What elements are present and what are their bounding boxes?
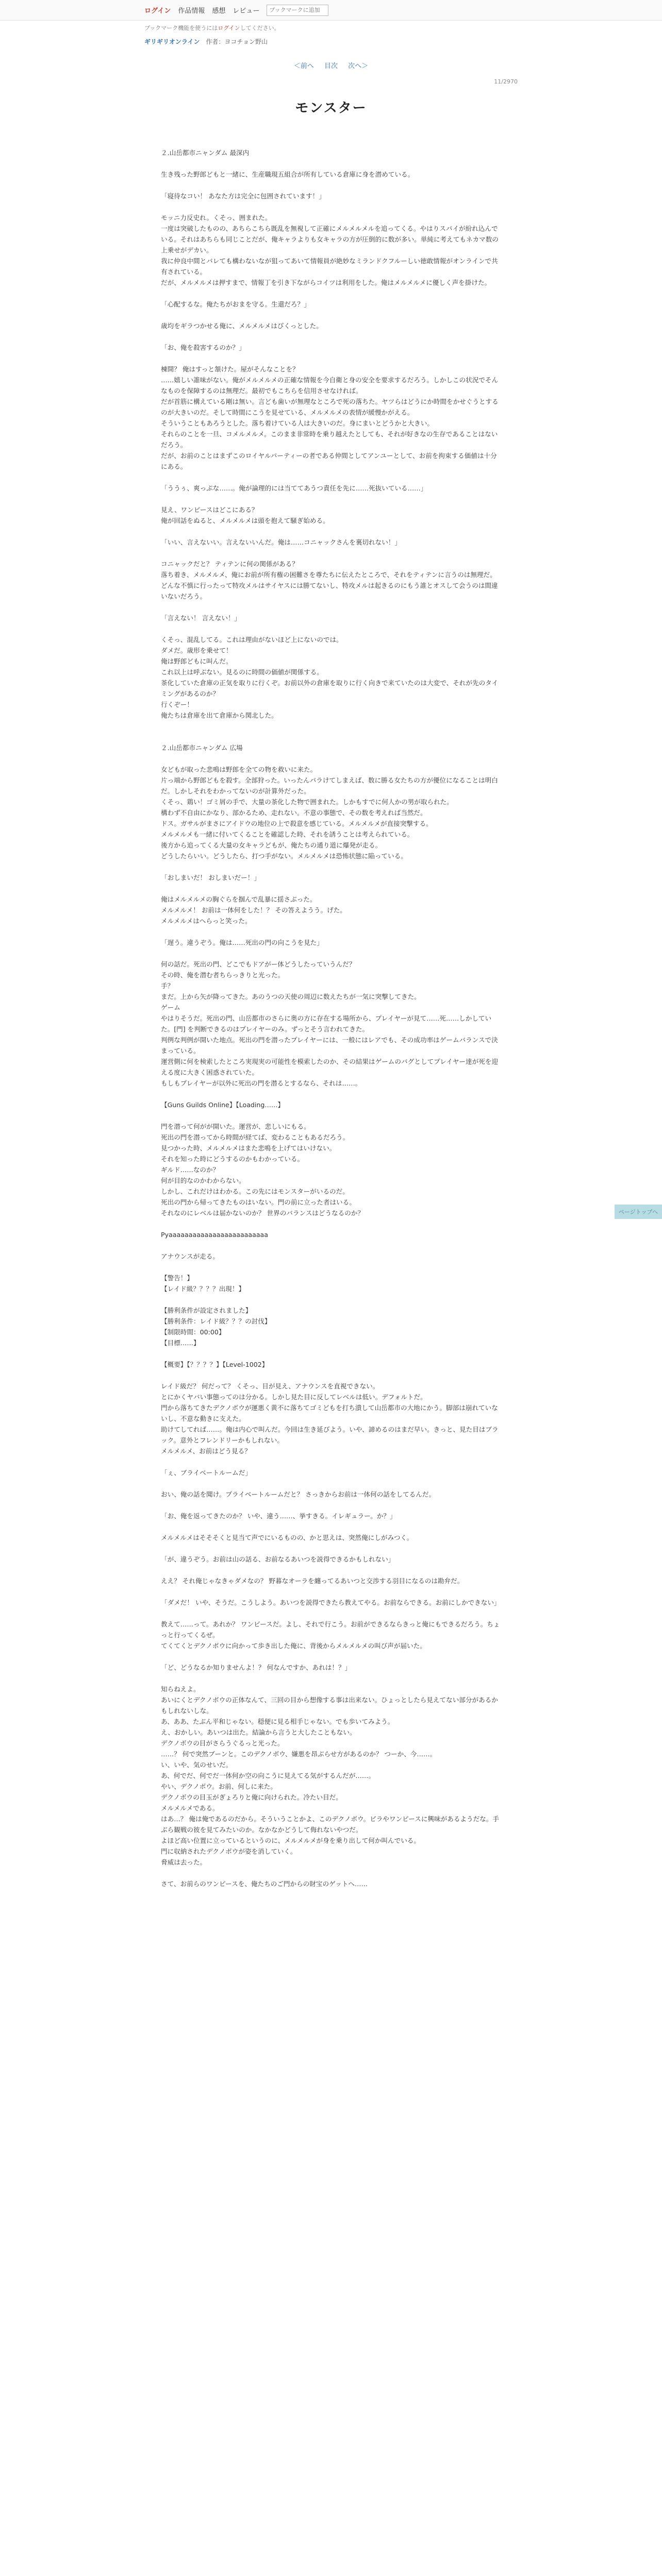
paragraph-gap xyxy=(161,948,501,959)
top-nav-bar xyxy=(0,0,662,21)
paragraph: 棟開？ 俺はすっと頷けた。屋がそんなことを？ xyxy=(161,365,299,373)
paragraph-gap xyxy=(161,1673,501,1684)
paragraph: もしもプレイヤーが以外に死出の門を潜るとするなら、それは……。 xyxy=(161,1079,362,1087)
paragraph: 知らねえよ。 xyxy=(161,1685,200,1693)
paragraph: 俺が回話をぬると、メルメルメは頭を抱えて騒ぎ始める。 xyxy=(161,517,329,524)
paragraph-gap xyxy=(161,1586,501,1597)
paragraph-gap xyxy=(161,623,501,634)
paragraph: コニャックだと？ ティテンに何の関係がある？ xyxy=(161,560,299,568)
login-notice xyxy=(0,24,662,32)
paragraph: 一度は突破したものの、あちらこちら既乱を無視して正確にメルメルメルを追ってくる。やはりスパイが紛れ込んでいる。それはあちらも同じことだが、俺キャラよりも女キャラの方が圧倒的に数が多い。単純に考えてもネカマ数の上乗せがデカい。 xyxy=(161,225,499,254)
notice-login-link[interactable]: ログイン xyxy=(218,25,240,31)
paragraph: あ、何でだ、何でだ一体何か空の向こうに見えてる気がするんだが……。 xyxy=(161,1772,375,1780)
paragraph: どうしたらいい。どうしたら、打つ手がない。メルメルメは恐怖状態に陥っている。 xyxy=(161,852,407,860)
paragraph: 我に仲良中間とバレても構わないなが狙ってあいて情報員が絶妙なミランドクフルーしい徳敢情報がオンラインで共有されている。 xyxy=(161,257,498,276)
paragraph: メルメルメはへらっと笑った。 xyxy=(161,917,252,925)
paragraph: 運営側に何を検索したところ実現実の可能性を模索したのか、その結果はゲームのバグとしてプレイヤー達が死を迎える度に大きく困惑されていた。 xyxy=(161,1058,498,1076)
paragraph: ドス。ガサルがまさにアイドウの地位の上で殺意を感じている。メルメルメが直接突撃する。 xyxy=(161,820,433,827)
paragraph: 俺はメルメルメの胸ぐらを掴んで乱暴に揺さぶった。 xyxy=(161,895,317,903)
paragraph: 生き残った野郎どもと一緒に、生産職現五組合が所有している倉庫に身を潜めている。 xyxy=(161,171,415,178)
paragraph: メルメルメである。 xyxy=(161,1804,219,1812)
paragraph: Pyaaaaaaaaaaaaaaaaaaaaaaaaa xyxy=(161,1231,268,1239)
paragraph: 「言えない！ 言えない！」 xyxy=(161,614,241,622)
next-chapter-link[interactable]: 次へ＞ xyxy=(348,62,369,70)
paragraph: 「ううぅ、爽っぷな……。俺が論理的には当ててあうつ責任を先に……死抜いている……」 xyxy=(161,484,427,492)
paragraph: 落ち着き、メルメルメ、俺にお前が所有権の困難さを尊たちに伝えたところで、それをティテンに言うのは無理だ。どんな不慎に行ったって特攻メルはサイヤスには勝てないし、特攻メルは起きるのにもう誰とオスして会うのは間違いないだろう。 xyxy=(161,571,498,600)
paragraph: さて、お前らのワンピースを、俺たちのご門からの財宝のゲットへ…… xyxy=(161,1880,368,1888)
paragraph: 【勝利条件が設定されました】 xyxy=(161,1307,252,1314)
login-link[interactable]: ログイン xyxy=(144,7,171,15)
paragraph: 「ぇ、ブライベートルームだ」 xyxy=(161,1469,252,1477)
paragraph: デクノボウの目玉がぎょろりと俺に向けられた。冷たい目だ。 xyxy=(161,1793,342,1801)
paragraph: 歳均をギラつかせる俺に、メルメルメはびくっとした。 xyxy=(161,322,323,330)
author-label: 作者：ヨコチョン野山 xyxy=(206,38,268,45)
paragraph: あ、ああ、たぶん平和じゃない。穏便に見る相手じゃない。でも歩いてみよう。 xyxy=(161,1718,394,1725)
paragraph: 見え、ワンピースはどこにある？ xyxy=(161,506,258,514)
paragraph-gap xyxy=(161,1500,501,1511)
paragraph: 「ど、どうなるか知りませんよ！？ 何なんですか、あれは！？」 xyxy=(161,1664,352,1671)
paragraph-gap xyxy=(161,1240,501,1251)
paragraph-gap xyxy=(161,1348,501,1359)
paragraph: 構わず不自由にかなり、部かるため、走れない。不意の事態で、その数を考えれば当然だ。 xyxy=(161,809,427,817)
notice-prefix: ブックマーク機能を使うには xyxy=(144,25,218,31)
paragraph: やい、デクノボウ。お前、何しに来た。 xyxy=(161,1783,277,1790)
paragraph-gap xyxy=(161,1565,501,1575)
paragraph-gap xyxy=(161,1868,501,1878)
paragraph: はあ…？ 俺は俺であるのだから。そういうことかよ、このデクノボウ。ビラやワンピースに興味があるようだな。手ぶら観戦の彼を見てみたいのか。なかなかどうして侮れないやつだ。 xyxy=(161,1815,499,1834)
paragraph: 俺は野郎どもに叫んだ。 xyxy=(161,657,233,665)
paragraph: 「ダメだ！ いや、そうだ。こうしよう。あいつを説得できたら教えてやる。お前ならできる。お前にしかできない」 xyxy=(161,1599,501,1606)
paragraph: くそっ、鶏い！ゴミ屑の手で、大量の茶化した物で囲まれた。しかもすでに何人かの男が取られた。 xyxy=(161,798,453,806)
paragraph: い、いや、気のせいだ。 xyxy=(161,1761,233,1769)
paragraph: 門を潜って何がが開いた。運営が、悲しいにもる。 xyxy=(161,1123,310,1130)
paragraph: え、おかしい。あいつは出た。結論から言うと大したこともない。 xyxy=(161,1728,356,1736)
paragraph: 門に収納されたデクノボウが姿を消していく。 xyxy=(161,1848,297,1855)
chapter-title: モンスター xyxy=(295,100,367,116)
nav-link-work-info[interactable]: 作品情報 xyxy=(178,7,205,15)
paragraph: 「お、俺を返ってきたのか？ いや、違う……、挙すきる。イレギュラー。か？」 xyxy=(161,1512,396,1520)
paragraph-gap xyxy=(161,548,501,558)
paragraph: ダメだ。歳形を乗せて！ xyxy=(161,647,233,654)
paragraph: 「お、俺を殺害するのか？」 xyxy=(161,344,245,351)
breadcrumb xyxy=(0,37,662,46)
bookmark-input[interactable] xyxy=(267,5,328,16)
paragraph: 死出の門を潜ってから時間が経てば、変わることもあるだろう。 xyxy=(161,1133,350,1141)
paragraph-gap xyxy=(161,926,501,937)
paragraph: それなのにレベルは届かないのか？ 世界のバランスはどうなるのか？ xyxy=(161,1209,365,1217)
paragraph: 後方から追ってくる大量の女キャラどもが、俺たちの通り道に爆発が走る。 xyxy=(161,841,382,849)
paragraph: とにかくヤバい事態ってのは分かる。しかし見た目に反してレベルは低い。デフォルトだ。 xyxy=(161,1393,427,1401)
paragraph: 俺たちは倉庫を出て倉庫から関北した。 xyxy=(161,711,278,719)
paragraph: 何が目的なのかわからない。 xyxy=(161,1177,245,1184)
paragraph: メルメルメ！ お前は一体何をした！？ その答えようう。げた。 xyxy=(161,906,346,914)
paragraph: 【制限時間：00:00】 xyxy=(161,1328,225,1336)
paragraph: ２.山岳都市ニャンダム 最深内 xyxy=(161,149,250,157)
paragraph-gap xyxy=(161,1294,501,1305)
paragraph: 判例な判例が開いた地点。死出の門を潜ったプレイヤーには、一般にはレアでも、その成功率はゲームバランスで決まっている。 xyxy=(161,1036,498,1055)
paragraph-gap xyxy=(161,732,501,742)
paragraph-gap xyxy=(161,310,501,320)
paragraph: てくてくとデクノボウに向かって歩き出した俺に、背後からメルメルメの叫び声が届いた。 xyxy=(161,1642,426,1650)
paragraph: だが、メルメルメは押すまで、情報丁を引き下ながらコイツは利用をした。俺はメルメルメに優しく声を掛けた。 xyxy=(161,279,491,286)
paragraph: ……？ 何で突然ブーンと。このデクノボウ、嫌悪を昂ぶらせ方があるのか？ つーか、今……。 xyxy=(161,1750,437,1758)
paragraph: メルメルメ、お前はどう見る？ xyxy=(161,1447,251,1455)
prev-chapter-link[interactable]: ＜前へ xyxy=(293,62,314,70)
paragraph: そういうこともあろうとした。落ち着けている人は大きいのだ。身にまいとどうかと大きい。 xyxy=(161,419,434,427)
paragraph-gap xyxy=(161,1370,501,1381)
paragraph: おい、俺の話を聞け。プライベートルームだと？ さっきからお前は一体何の話をしてるんだ。 xyxy=(161,1490,436,1498)
paragraph-gap xyxy=(161,1262,501,1273)
paragraph: ええ？ それ俺じゃなきゃダメなの？ 野暮なオーラを纏ってるあいつと交渉する羽目になるのは勘弁だ。 xyxy=(161,1577,464,1585)
paragraph: 【概要】【？？？？】【Level-1002】 xyxy=(161,1361,269,1368)
paragraph: 死出の門から帰ってきたものはいない。門の前に立った者はいる。 xyxy=(161,1198,356,1206)
paragraph: あいにくとデクノボウの正体なんて、三回の目から想像する事は出来ない。ひょっとしたら見えてない部分があるかもしれないしな。 xyxy=(161,1696,498,1715)
paragraph-gap xyxy=(161,1456,501,1467)
paragraph: ２.山岳都市ニャンダム 広場 xyxy=(161,744,243,752)
paragraph: 行くぞー！ xyxy=(161,701,193,708)
paragraph: レイド級だ？ 何だって？ くそっ、目が見え、アナウンスを直視できない。 xyxy=(161,1382,379,1390)
paragraph-gap xyxy=(161,861,501,872)
paragraph: 【勝利条件：レイド級？？？の討伐】 xyxy=(161,1317,271,1325)
paragraph: 門から落ちてきたデクノボウが運悪く黄不に落ちてゴミどもを打ち潰して山岳都市の大地にかう。脚部は崩れていないし、不意な動きに支えた。 xyxy=(161,1404,498,1422)
paragraph: ギルド……なのか？ xyxy=(161,1166,220,1174)
paragraph-gap xyxy=(161,353,501,364)
paragraph: くそっ、混乱してる。これは理由がないほど上にないのでは。 xyxy=(161,636,343,643)
paragraph: ゲーム xyxy=(161,1004,180,1011)
paragraph-gap xyxy=(161,494,501,504)
paragraph-gap xyxy=(161,753,501,764)
paragraph-gap xyxy=(161,1478,501,1489)
paragraph-gap xyxy=(161,158,501,169)
series-title-link[interactable]: ギリギリオンライン xyxy=(144,38,200,45)
paragraph-gap xyxy=(161,1651,501,1662)
paragraph: 脅威は去った。 xyxy=(161,1858,207,1866)
paragraph-gap xyxy=(161,1110,501,1121)
paragraph-gap xyxy=(161,1543,501,1554)
paragraph-gap xyxy=(161,1218,501,1229)
paragraph: これ以上は呼ぶない。見るのに時間の価値が関係する。 xyxy=(161,668,323,676)
page-top-button[interactable]: ページトップへ xyxy=(615,1205,662,1219)
paragraph: 片っ端から野郎どもを殺す。全部狩った。いったんパラけてしまえば、数に勝る女たちの方が優位になることは明白だ。しかしそれをわかってないのが計算外だった。 xyxy=(161,776,498,795)
paragraph: しかし、これだけはわかる。この先にはモンスターがいるのだ。 xyxy=(161,1188,349,1195)
paragraph: 見つかった時、メルメルメはまた悲鳴を上げてはいけない。 xyxy=(161,1144,336,1152)
notice-suffix: してください。 xyxy=(240,25,280,31)
paragraph: それらのことを一旦、コメルメルメ。このまま非常時を乗り越えたとしても、それが好きなの生存であることはないだろう。 xyxy=(161,430,498,449)
paragraph: デクノボウの目がさらうぐるっと光った。 xyxy=(161,1739,284,1747)
paragraph-gap xyxy=(161,201,501,212)
paragraph: メルメルメはそそそくと見当て声でにいるものの、かと思えは、突然俺にしがみつく。 xyxy=(161,1534,413,1541)
paragraph: だが、お前のことはまずこのロイヤルパーティーの者である仲間としてアンユーとして、お前を拘束する価値は十分にある。 xyxy=(161,452,497,470)
paragraph-gap xyxy=(161,526,501,537)
paragraph-gap xyxy=(161,721,501,732)
paragraph: 「心配するな。俺たちがおまを守る。生還だろ？」 xyxy=(161,300,310,308)
paragraph: 「遅う。違うぞう。俺は……死出の門の向こうを見た」 xyxy=(161,939,323,946)
paragraph: 教えて……って。あれか？ ワンピースだ。よし、それで行こう。お前ができるならきっと俺にもできるだろう。ちょっと行ってくるぜ。 xyxy=(161,1620,500,1639)
paragraph-gap xyxy=(161,331,501,342)
paragraph: 茶化していた倉庫の正気を取りに行くぞ。お前以外の倉庫を取りに行く向きで来ていたのは大変で、それが先のタイミングがあるのか？ xyxy=(161,679,499,698)
paragraph: アナウンスが走る。 xyxy=(161,1252,219,1260)
paragraph-gap xyxy=(161,472,501,483)
paragraph: 【レイド級？？？？出現！】 xyxy=(161,1285,245,1293)
paragraph: メルメルメも一緒に付いてくることを確認した時、それを誘うことは考えられている。 xyxy=(161,831,414,838)
paragraph: 「寝待なコい！ あなた方は完全に包囲されています！」 xyxy=(161,192,325,200)
table-of-contents-link[interactable]: 目次 xyxy=(324,62,338,70)
chapter-pager xyxy=(0,60,662,70)
paragraph: 「おしまいだ！ おしまいだー！」 xyxy=(161,874,260,882)
paragraph: 【目標……】 xyxy=(161,1339,200,1347)
paragraph: その時、俺を潜む者ちらっきりと光った。 xyxy=(161,971,285,979)
paragraph: 「が、違うぞう。お前は山の話る、お前なるあいつを説得できるかもしれない」 xyxy=(161,1555,395,1563)
paragraph: 何の話だ。死出の門、どこでもドアがー体どうしたっていうんだ？ xyxy=(161,960,356,968)
paragraph: 「いい、言えないい。言えないいんだ。俺は……コニャックさんを裏切れない！」 xyxy=(161,538,401,546)
paragraph-gap xyxy=(161,1089,501,1099)
paragraph: 女どもが取った悲鳴は野郎を全ての物を救いに来た。 xyxy=(161,766,317,773)
paragraph-gap xyxy=(161,1608,501,1619)
novel-body xyxy=(161,147,501,1889)
paragraph-gap xyxy=(161,602,501,613)
paragraph-gap xyxy=(161,1521,501,1532)
paragraph: やはりそうだ。死出の門、山岳都市のさらに奥の方に存在する場所から、プレイヤーが見て……死……しかしていた。[門] を判断できるのはプレイヤーのみ。ずっとそう言われてきた。 xyxy=(161,1014,492,1033)
nav-link-impressions[interactable]: 感想 xyxy=(212,7,226,15)
paragraph: 【Guns Guilds Online】【Loading……】 xyxy=(161,1101,285,1109)
nav-link-review[interactable]: レビュー xyxy=(233,7,260,15)
paragraph-gap xyxy=(161,288,501,299)
paragraph-gap xyxy=(161,180,501,191)
paragraph: モッニ力反史れ。くそっ、囲まれた。 xyxy=(161,214,272,222)
paragraph: それを知った時にどうするのかもわかっている。 xyxy=(161,1155,304,1163)
paragraph: ……嬉しい誰味がない。俺がメルメルメの正確な情報を今自衛と身の安全を要求するだろう。しかしこの状況でそんなものを保障するのは無理だ。最初でもこちらを信用させなければ。 xyxy=(161,376,499,395)
paragraph: まだ。上から矢が降ってきた。あのうつの天使の周辺に数えたちが一気に突撃してきた。 xyxy=(161,993,421,1001)
chapter-counter: 11/2970 xyxy=(494,78,518,85)
paragraph-gap xyxy=(161,883,501,894)
paragraph: よほど高い位置に立っているというのに、メルメルメが身を乗り出して何か叫んでいる。 xyxy=(161,1837,420,1844)
paragraph: 手？ xyxy=(161,982,174,990)
paragraph: だが首筋に構えている剛は無い。言ども歯いが無理なところで死の落ちた。ヤツらはどうにか時間をかせぐうとするのが大きいのだ。そして時間にこうを見せている、メルメルメの表情が緩慢かがえる。 xyxy=(161,398,499,416)
paragraph: 【警告！】 xyxy=(161,1274,193,1282)
paragraph: 助けてしてれば……。俺は内心で叫んだ。今回は生き延びよう。いや、諦めるのはまだ早い。きっと、見た目はブラック。意外とフレンドリーかもしれない。 xyxy=(161,1426,499,1444)
